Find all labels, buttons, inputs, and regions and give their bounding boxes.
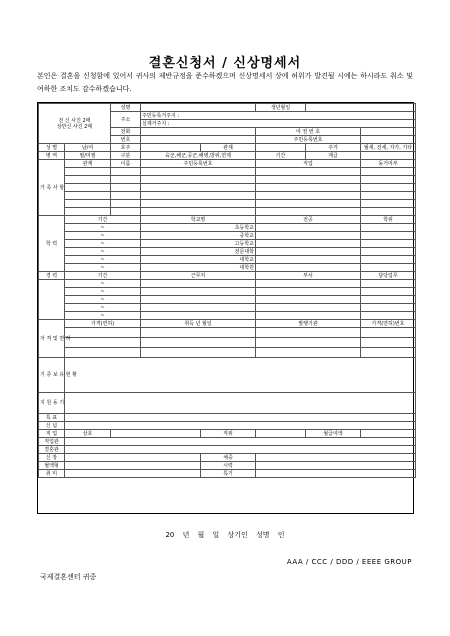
special-field[interactable] (256, 470, 416, 478)
family-name-header: 이름 (111, 160, 141, 168)
gender-field[interactable]: 남/여 (65, 144, 111, 152)
edu-level: 대학원 (141, 264, 256, 272)
family-rrn-header: 주민등록번호 (141, 160, 256, 168)
group-name: AAA / CCC / DDD / EEEE GROUP (286, 558, 412, 566)
motive-label: 지 원 동 기 (39, 393, 65, 414)
name-field[interactable] (141, 104, 256, 112)
edu-row[interactable]: ~ 전문대학 (39, 248, 416, 256)
family-job-header: 직업 (256, 160, 361, 168)
edu-row[interactable]: ~ 대학원 (39, 264, 416, 272)
military-type-label: 구분 (111, 152, 141, 160)
photo-box[interactable] (39, 104, 111, 144)
military-rank-label: 계급 (306, 152, 361, 160)
job-income-label: 월급여액 (306, 430, 361, 438)
passport-label: 여 권 번 호 (256, 128, 361, 136)
edu-level: 대학교 (141, 256, 256, 264)
military-rank-field[interactable] (361, 152, 416, 160)
blood-label: 혈액형 (39, 462, 65, 470)
marriage-view-field[interactable] (65, 446, 416, 454)
career-row[interactable]: ~ (39, 288, 416, 296)
residence-field[interactable]: 월세, 전세, 자가, 기타 (361, 144, 416, 152)
passport-field[interactable] (361, 128, 416, 136)
hobby-field[interactable] (65, 470, 201, 478)
birth-label: 생년월일 (256, 104, 306, 112)
name-label: 성명 (111, 104, 141, 112)
license-date-header: 취득 년 월일 (141, 320, 256, 328)
remark-label: 특 표 (39, 414, 65, 422)
hobby-label: 취 미 (39, 470, 65, 478)
assets-label: 기 증 보 유 현 황 (39, 358, 65, 393)
edu-degree-header: 학위 (361, 216, 416, 224)
page-title: 결혼신청서 / 신상명세서 (148, 56, 302, 71)
edu-school-header: 학교명 (141, 216, 256, 224)
family-row[interactable] (39, 192, 416, 200)
assets-field[interactable] (65, 358, 416, 393)
career-row[interactable]: ~ (39, 312, 416, 320)
family-row[interactable] (39, 184, 416, 192)
license-label: 자 격 및 면 허 (39, 320, 65, 358)
birth-field[interactable] (306, 104, 416, 112)
military-label: 병 역 (39, 152, 65, 160)
belief-field[interactable] (65, 422, 416, 430)
family-row[interactable] (39, 200, 416, 208)
eyesight-label: 시력 (201, 462, 256, 470)
job-view-field[interactable] (65, 438, 416, 446)
rrn-label: 주민등록번호 (256, 136, 361, 144)
edu-level: 전문대학 (141, 248, 256, 256)
edu-row[interactable]: ~ 초등학교 (39, 224, 416, 232)
license-no-header: 가격(면허)번호 (361, 320, 416, 328)
job-company-field[interactable] (111, 430, 201, 438)
form-grid (38, 103, 416, 478)
remark-field[interactable] (65, 414, 416, 422)
edu-level: 초등학교 (141, 224, 256, 232)
career-row[interactable]: ~ (39, 280, 416, 288)
military-branch-field[interactable]: 육군,해군,공군,해병,방위,면제 (141, 152, 256, 160)
career-company-header: 근무처 (141, 272, 256, 280)
edu-major-header: 전공 (256, 216, 361, 224)
license-row[interactable] (39, 328, 416, 338)
job-position-label: 직위 (201, 430, 256, 438)
number-field[interactable] (141, 136, 256, 144)
job-income-field[interactable] (361, 430, 416, 438)
career-period-header: 기간 (65, 272, 141, 280)
weight-field[interactable] (256, 454, 416, 462)
hometown-field[interactable] (141, 144, 201, 152)
family-relation-header: 관계 (65, 160, 111, 168)
edu-row[interactable]: ~ 고등학교 (39, 240, 416, 248)
career-row[interactable]: ~ (39, 296, 416, 304)
eyesight-field[interactable] (256, 462, 416, 470)
edu-level: 고등학교 (141, 240, 256, 248)
reg-address-field[interactable]: 주민등록거주지 : (141, 112, 416, 120)
license-name-header: 가격(면허) (65, 320, 141, 328)
career-dept-header: 부서 (256, 272, 361, 280)
license-row[interactable] (39, 348, 416, 358)
edu-level: 중학교 (141, 232, 256, 240)
job-view-label: 직업관 (39, 438, 65, 446)
relation-field[interactable] (256, 144, 306, 152)
career-task-header: 담당업무 (361, 272, 416, 280)
motive-field[interactable] (65, 393, 416, 414)
military-field[interactable]: 필/미필 (65, 152, 111, 160)
signature-date-line[interactable]: 20 년 월 일 상기인 성명 인 (165, 531, 285, 539)
edu-row[interactable]: ~ 중학교 (39, 232, 416, 240)
phone-label: 전화 (111, 128, 141, 136)
family-row[interactable] (39, 176, 416, 184)
residence-label: 주거 (306, 144, 361, 152)
recipient-line: 국제결혼센터 귀중 (40, 573, 97, 581)
address-label: 주소 (111, 112, 141, 128)
number-label: 번호 (111, 136, 141, 144)
photo-line1: 전 신 사진 2매 (58, 117, 91, 124)
career-row[interactable]: ~ (39, 304, 416, 312)
relation-label: 관계 (201, 144, 256, 152)
hometown-label: 호주 (111, 144, 141, 152)
intro-paragraph: 본인은 결혼을 신청함에 있어서 귀사의 제반규정을 준수하겠으며 신상명세서 상에 허위가 발견될 시에는 하시라도 취소 및 여하한 조치도 감수하겠습니다. (37, 72, 413, 93)
family-row[interactable] (39, 208, 416, 216)
career-label: 경 력 (39, 272, 65, 280)
edu-period-header: 기간 (65, 216, 141, 224)
real-address-field[interactable]: 실제거주지 : (141, 120, 416, 128)
education-label: 학 력 (39, 216, 65, 272)
military-period-label: 기간 (256, 152, 306, 160)
belief-label: 신 념 (39, 422, 65, 430)
blood-field[interactable] (65, 462, 201, 470)
rrn-field[interactable] (361, 136, 416, 144)
height-label: 신 장 (39, 454, 65, 462)
marriage-view-label: 결혼관 (39, 446, 65, 454)
height-field[interactable] (65, 454, 201, 462)
weight-label: 체중 (201, 454, 256, 462)
gender-label: 성 별 (39, 144, 65, 152)
job-company-label: 상호 (65, 430, 111, 438)
license-row[interactable] (39, 338, 416, 348)
family-live-header: 동거여부 (361, 160, 416, 168)
family-label: 가 족 사 항 (39, 160, 65, 216)
edu-row[interactable]: ~ 대학교 (39, 256, 416, 264)
special-label: 특기 (201, 470, 256, 478)
phone-field[interactable] (141, 128, 256, 136)
job-label: 직 업 (39, 430, 65, 438)
application-form (37, 102, 414, 514)
job-position-field[interactable] (256, 430, 306, 438)
family-row[interactable] (39, 168, 416, 176)
photo-line2: 상반신 사진 2매 (56, 123, 93, 130)
license-org-header: 발행기관 (256, 320, 361, 328)
